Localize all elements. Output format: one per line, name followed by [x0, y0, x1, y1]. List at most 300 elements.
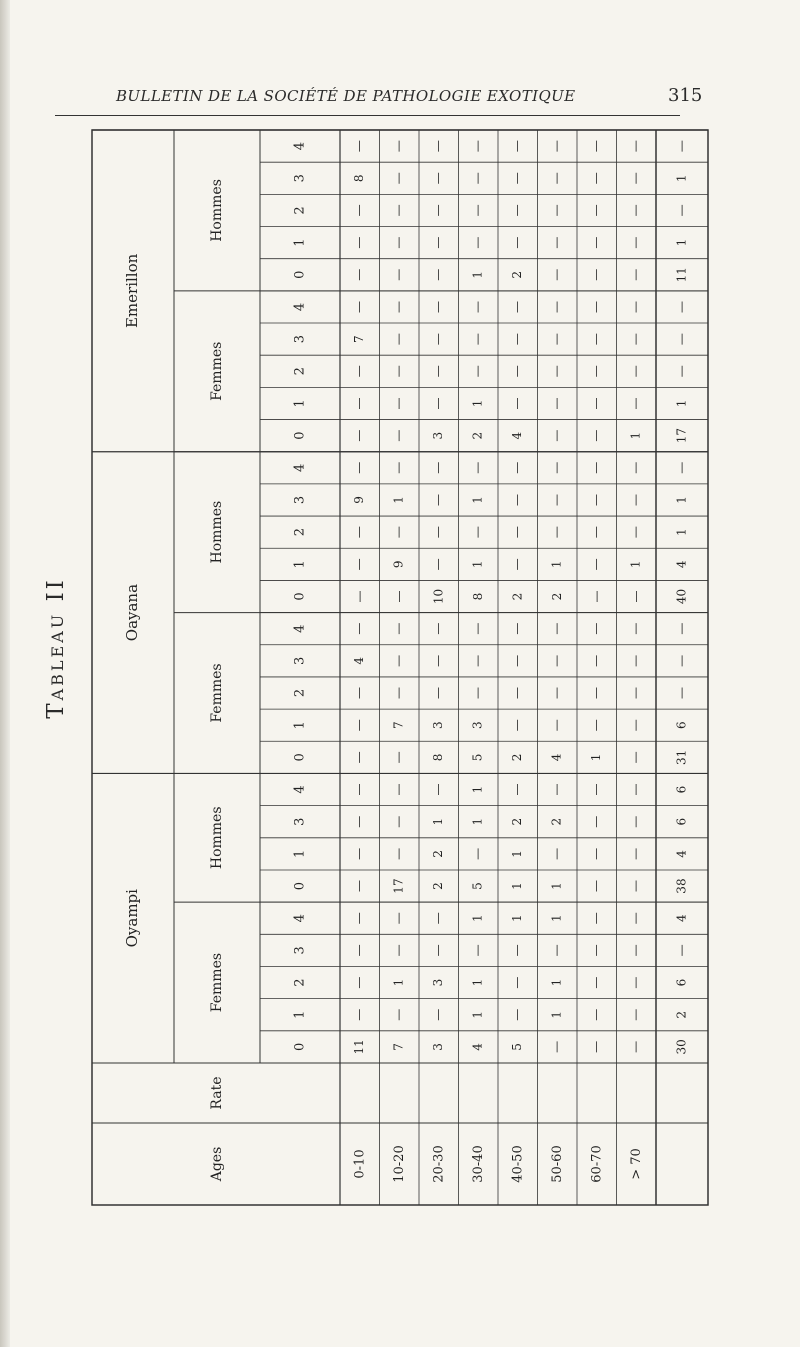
cell-value: —: [510, 719, 525, 732]
cell-value: —: [510, 526, 525, 539]
cell-value: —: [549, 365, 564, 378]
cell-value: —: [391, 815, 406, 828]
column-number: 3: [292, 946, 308, 955]
cell-value: —: [589, 622, 604, 635]
total-value: 4: [674, 560, 689, 569]
cell-value: —: [352, 751, 367, 764]
column-number: 0: [292, 270, 308, 279]
cell-value: 1: [470, 560, 485, 569]
cell-value: —: [628, 333, 643, 346]
cell-value: —: [549, 687, 564, 700]
cell-value: —: [470, 236, 485, 249]
total-value: 6: [674, 721, 689, 730]
ages-header: Ages: [209, 1146, 225, 1182]
column-number: 1: [292, 399, 308, 408]
cell-value: —: [510, 300, 525, 313]
cell-value: —: [352, 912, 367, 925]
cell-value: —: [628, 461, 643, 474]
cell-value: —: [549, 236, 564, 249]
column-number: 3: [292, 656, 308, 665]
cell-value: 8: [352, 174, 367, 183]
total-value: —: [674, 944, 689, 957]
column-number: 3: [292, 174, 308, 183]
cell-value: —: [589, 654, 604, 667]
cell-value: —: [391, 333, 406, 346]
cell-value: 2: [510, 753, 525, 762]
total-value: 1: [674, 528, 689, 536]
cell-value: —: [431, 365, 446, 378]
cell-value: —: [391, 397, 406, 410]
total-value: 2: [674, 1010, 689, 1019]
cell-value: —: [549, 461, 564, 474]
cell-value: 1: [470, 978, 485, 987]
cell-value: —: [589, 590, 604, 603]
cell-value: —: [549, 333, 564, 346]
cell-value: —: [628, 622, 643, 635]
cell-value: 4: [352, 657, 367, 665]
cell-value: —: [628, 1008, 643, 1021]
cell-value: —: [431, 333, 446, 346]
cell-value: —: [352, 268, 367, 281]
cell-value: 4: [470, 1043, 485, 1051]
cell-value: 2: [549, 817, 564, 826]
cell-value: —: [510, 204, 525, 217]
cell-value: —: [431, 300, 446, 313]
cell-value: —: [549, 204, 564, 217]
cell-value: 1: [470, 817, 485, 826]
cell-value: —: [628, 204, 643, 217]
cell-value: —: [352, 880, 367, 893]
cell-value: —: [431, 526, 446, 539]
cell-value: —: [352, 461, 367, 474]
column-number: 0: [292, 1042, 308, 1052]
column-number: 2: [292, 978, 308, 987]
cell-value: 1: [510, 882, 525, 890]
column-number: 3: [292, 495, 308, 505]
cell-value: —: [510, 783, 525, 796]
cell-value: —: [470, 654, 485, 667]
cell-value: —: [510, 333, 525, 346]
column-number: 0: [292, 592, 308, 601]
total-value: 1: [674, 399, 689, 408]
total-value: —: [674, 461, 689, 474]
total-value: 6: [674, 817, 689, 826]
cell-value: 4: [549, 753, 564, 762]
cell-value: —: [431, 140, 446, 153]
total-value: —: [674, 300, 689, 313]
cell-value: 1: [470, 1010, 485, 1019]
total-value: 4: [674, 914, 689, 923]
cell-value: —: [628, 815, 643, 828]
cell-value: 2: [510, 592, 525, 601]
cell-value: 1: [549, 914, 564, 923]
cell-value: —: [431, 944, 446, 957]
cell-value: —: [628, 719, 643, 732]
total-value: —: [674, 140, 689, 153]
cell-value: —: [510, 687, 525, 700]
cell-value: —: [470, 687, 485, 700]
cell-value: 1: [391, 496, 406, 504]
cell-value: —: [470, 365, 485, 378]
cell-value: —: [589, 687, 604, 700]
cell-value: —: [589, 783, 604, 796]
cell-value: 1: [549, 1010, 564, 1019]
column-number: 2: [292, 206, 308, 215]
column-number: 4: [292, 302, 308, 312]
cell-value: 2: [510, 270, 525, 279]
cell-value: —: [352, 236, 367, 249]
cell-value: —: [549, 654, 564, 667]
cell-value: —: [628, 687, 643, 700]
cell-value: —: [391, 622, 406, 635]
cell-value: —: [510, 461, 525, 474]
subgroup-name: Hommes: [209, 500, 225, 564]
cell-value: —: [589, 300, 604, 313]
cell-value: —: [510, 172, 525, 185]
column-number: 0: [292, 753, 308, 762]
total-value: 1: [674, 496, 689, 504]
cell-value: —: [589, 558, 604, 571]
cell-value: 1: [391, 978, 406, 987]
cell-value: —: [431, 172, 446, 185]
cell-value: —: [589, 236, 604, 249]
cell-value: —: [431, 687, 446, 700]
cell-value: —: [549, 429, 564, 442]
table-grid: [92, 130, 708, 1205]
cell-value: 1: [431, 817, 446, 826]
total-value: —: [674, 204, 689, 217]
cell-value: —: [589, 172, 604, 185]
cell-value: —: [589, 204, 604, 217]
cell-value: —: [549, 172, 564, 185]
cell-value: —: [589, 1040, 604, 1053]
cell-value: —: [391, 1008, 406, 1021]
age-label: 30-40: [470, 1145, 486, 1183]
cell-value: —: [431, 397, 446, 410]
cell-value: 9: [391, 560, 406, 569]
cell-value: —: [589, 815, 604, 828]
cell-value: —: [628, 140, 643, 153]
cell-value: —: [352, 526, 367, 539]
cell-value: —: [510, 654, 525, 667]
cell-value: —: [589, 365, 604, 378]
cell-value: —: [352, 140, 367, 153]
cell-value: —: [628, 912, 643, 925]
total-value: 1: [674, 174, 689, 183]
cell-value: 17: [391, 878, 406, 894]
cell-value: 1: [589, 753, 604, 762]
subgroup-name: Femmes: [209, 952, 225, 1013]
cell-value: —: [352, 365, 367, 378]
cell-value: —: [431, 204, 446, 217]
total-value: 30: [674, 1039, 689, 1055]
cell-value: —: [628, 783, 643, 796]
total-value: 11: [674, 267, 689, 283]
cell-value: 4: [510, 431, 525, 440]
cell-value: —: [549, 783, 564, 796]
cell-value: —: [352, 719, 367, 732]
group-name: Emerillon: [123, 253, 141, 329]
total-value: 6: [674, 785, 689, 794]
column-number: 2: [292, 528, 308, 537]
cell-value: —: [391, 140, 406, 153]
cell-value: —: [628, 1040, 643, 1053]
cell-value: —: [589, 493, 604, 506]
cell-value: 2: [510, 817, 525, 826]
total-value: —: [674, 687, 689, 700]
cell-value: —: [391, 751, 406, 764]
column-number: 1: [292, 238, 308, 247]
cell-value: —: [589, 140, 604, 153]
age-label: 20-30: [431, 1145, 447, 1183]
cell-value: —: [549, 300, 564, 313]
table-caption-text: Tableau II: [43, 577, 69, 719]
cell-value: 1: [470, 785, 485, 794]
cell-value: —: [352, 622, 367, 635]
cell-value: —: [391, 204, 406, 217]
cell-value: —: [628, 526, 643, 539]
age-label: 50-60: [549, 1145, 565, 1183]
cell-value: —: [391, 268, 406, 281]
age-label: 40-50: [510, 1145, 526, 1183]
cell-value: —: [431, 912, 446, 925]
cell-value: —: [628, 751, 643, 764]
column-number: 4: [292, 463, 308, 472]
age-label: > 70: [628, 1148, 644, 1180]
cell-value: —: [470, 204, 485, 217]
column-number: 4: [292, 624, 308, 633]
cell-value: 11: [352, 1039, 367, 1055]
cell-value: —: [470, 172, 485, 185]
cell-value: —: [589, 461, 604, 474]
cell-value: —: [352, 783, 367, 796]
cell-value: —: [352, 558, 367, 571]
cell-value: —: [391, 687, 406, 700]
cell-value: —: [589, 1008, 604, 1021]
total-value: —: [674, 654, 689, 667]
cell-value: 2: [470, 431, 485, 440]
cell-value: —: [352, 847, 367, 860]
cell-value: —: [549, 847, 564, 860]
cell-value: 7: [391, 721, 406, 730]
subgroup-name: Femmes: [209, 663, 225, 723]
cell-value: 7: [352, 335, 367, 343]
cell-value: —: [510, 944, 525, 957]
cell-value: —: [510, 140, 525, 153]
cell-value: 3: [470, 721, 485, 730]
total-value: 38: [674, 878, 689, 894]
cell-value: —: [549, 526, 564, 539]
total-value: 17: [674, 427, 689, 444]
column-number: 2: [292, 367, 308, 376]
cell-value: —: [549, 1040, 564, 1053]
cell-value: —: [352, 300, 367, 313]
cell-value: —: [470, 300, 485, 313]
cell-value: —: [510, 622, 525, 635]
cell-value: —: [391, 300, 406, 313]
cell-value: —: [352, 204, 367, 217]
total-value: —: [674, 622, 689, 635]
cell-value: 1: [549, 978, 564, 987]
cell-value: —: [589, 719, 604, 732]
cell-value: 2: [431, 882, 446, 890]
cell-value: —: [628, 236, 643, 249]
cell-value: 3: [431, 721, 446, 730]
cell-value: —: [352, 687, 367, 700]
cell-value: 1: [549, 882, 564, 890]
cell-value: —: [510, 1008, 525, 1021]
cell-value: —: [549, 397, 564, 410]
cell-value: —: [549, 944, 564, 957]
cell-value: —: [352, 590, 367, 603]
age-label: 10-20: [391, 1145, 407, 1183]
cell-value: —: [549, 493, 564, 506]
cell-value: 9: [352, 496, 367, 504]
group-name: Oyampi: [123, 889, 141, 948]
total-value: —: [674, 365, 689, 378]
cell-value: 1: [549, 560, 564, 569]
cell-value: —: [549, 140, 564, 153]
column-number: 4: [292, 914, 308, 923]
column-number: 1: [292, 1010, 308, 1019]
cell-value: 1: [470, 914, 485, 923]
cell-value: —: [510, 493, 525, 506]
cell-value: 5: [510, 1043, 525, 1051]
column-number: 1: [292, 721, 308, 730]
subgroup-name: Femmes: [209, 341, 225, 401]
cell-value: —: [589, 944, 604, 957]
cell-value: 8: [431, 753, 446, 762]
cell-value: —: [549, 268, 564, 281]
cell-value: —: [589, 397, 604, 410]
cell-value: 2: [549, 592, 564, 601]
cell-value: —: [431, 558, 446, 571]
cell-value: —: [352, 976, 367, 989]
total-value: 4: [674, 850, 689, 858]
cell-value: —: [391, 172, 406, 185]
cell-value: —: [431, 654, 446, 667]
cell-value: 10: [431, 588, 446, 605]
cell-value: —: [431, 783, 446, 796]
subgroup-name: Hommes: [209, 179, 225, 242]
cell-value: —: [510, 236, 525, 249]
cell-value: —: [628, 493, 643, 506]
journal-title: BULLETIN DE LA SOCIÉTÉ DE PATHOLOGIE EXOTIQUE: [116, 87, 576, 105]
cell-value: —: [589, 880, 604, 893]
cell-value: 1: [628, 560, 643, 569]
cell-value: —: [628, 172, 643, 185]
cell-value: —: [391, 526, 406, 539]
cell-value: —: [352, 397, 367, 410]
cell-value: —: [628, 365, 643, 378]
cell-value: —: [352, 429, 367, 442]
column-number: 4: [292, 785, 308, 794]
cell-value: 5: [470, 753, 485, 762]
cell-value: 3: [431, 431, 446, 440]
cell-value: 7: [391, 1043, 406, 1051]
cell-value: 8: [470, 592, 485, 601]
cell-value: 1: [470, 496, 485, 504]
cell-value: —: [470, 622, 485, 635]
total-value: 1: [674, 238, 689, 247]
cell-value: 1: [470, 270, 485, 279]
column-number: 3: [292, 334, 308, 344]
column-number: 0: [292, 431, 308, 440]
cell-value: —: [431, 1008, 446, 1021]
cell-value: —: [352, 944, 367, 957]
cell-value: 1: [510, 850, 525, 858]
cell-value: —: [391, 847, 406, 860]
cell-value: —: [470, 944, 485, 957]
cell-value: —: [352, 1008, 367, 1021]
cell-value: —: [470, 461, 485, 474]
cell-value: —: [391, 654, 406, 667]
cell-value: —: [391, 429, 406, 442]
cell-value: —: [510, 397, 525, 410]
cell-value: —: [589, 333, 604, 346]
cell-value: —: [391, 912, 406, 925]
age-label: 60-70: [589, 1145, 605, 1183]
cell-value: —: [431, 461, 446, 474]
cell-value: 1: [470, 399, 485, 408]
cell-value: —: [589, 268, 604, 281]
cell-value: —: [549, 622, 564, 635]
cell-value: —: [431, 268, 446, 281]
cell-value: 5: [470, 882, 485, 890]
cell-value: —: [628, 397, 643, 410]
cell-value: —: [589, 976, 604, 989]
cell-value: —: [589, 912, 604, 925]
cell-value: —: [589, 429, 604, 442]
cell-value: —: [470, 847, 485, 860]
cell-value: —: [431, 493, 446, 506]
rate-header: Rate: [209, 1076, 225, 1110]
column-number: 2: [292, 688, 308, 698]
cell-value: —: [589, 526, 604, 539]
cell-value: —: [628, 880, 643, 893]
group-name: Oayana: [123, 583, 141, 642]
cell-value: —: [510, 365, 525, 378]
cell-value: —: [391, 365, 406, 378]
cell-value: —: [549, 719, 564, 732]
subgroup-name: Hommes: [209, 806, 225, 870]
total-value: —: [674, 333, 689, 346]
cell-value: —: [431, 622, 446, 635]
cell-value: —: [391, 944, 406, 957]
column-number: 1: [292, 560, 308, 569]
cell-value: —: [628, 976, 643, 989]
cell-value: —: [391, 590, 406, 603]
column-number: 3: [292, 817, 308, 826]
cell-value: —: [628, 654, 643, 667]
column-number: 0: [292, 881, 308, 891]
cell-value: —: [431, 236, 446, 249]
cell-value: —: [510, 976, 525, 989]
column-number: 4: [292, 141, 308, 151]
total-value: 40: [674, 588, 689, 605]
cell-value: 1: [510, 914, 525, 923]
cell-value: —: [628, 590, 643, 603]
column-number: 1: [292, 849, 308, 859]
cell-value: —: [391, 783, 406, 796]
total-value: 31: [674, 749, 689, 766]
cell-value: 1: [628, 431, 643, 440]
cell-value: —: [628, 300, 643, 313]
cell-value: —: [470, 333, 485, 346]
age-label: 0-10: [352, 1149, 368, 1179]
cell-value: 3: [431, 978, 446, 987]
cell-value: —: [352, 815, 367, 828]
